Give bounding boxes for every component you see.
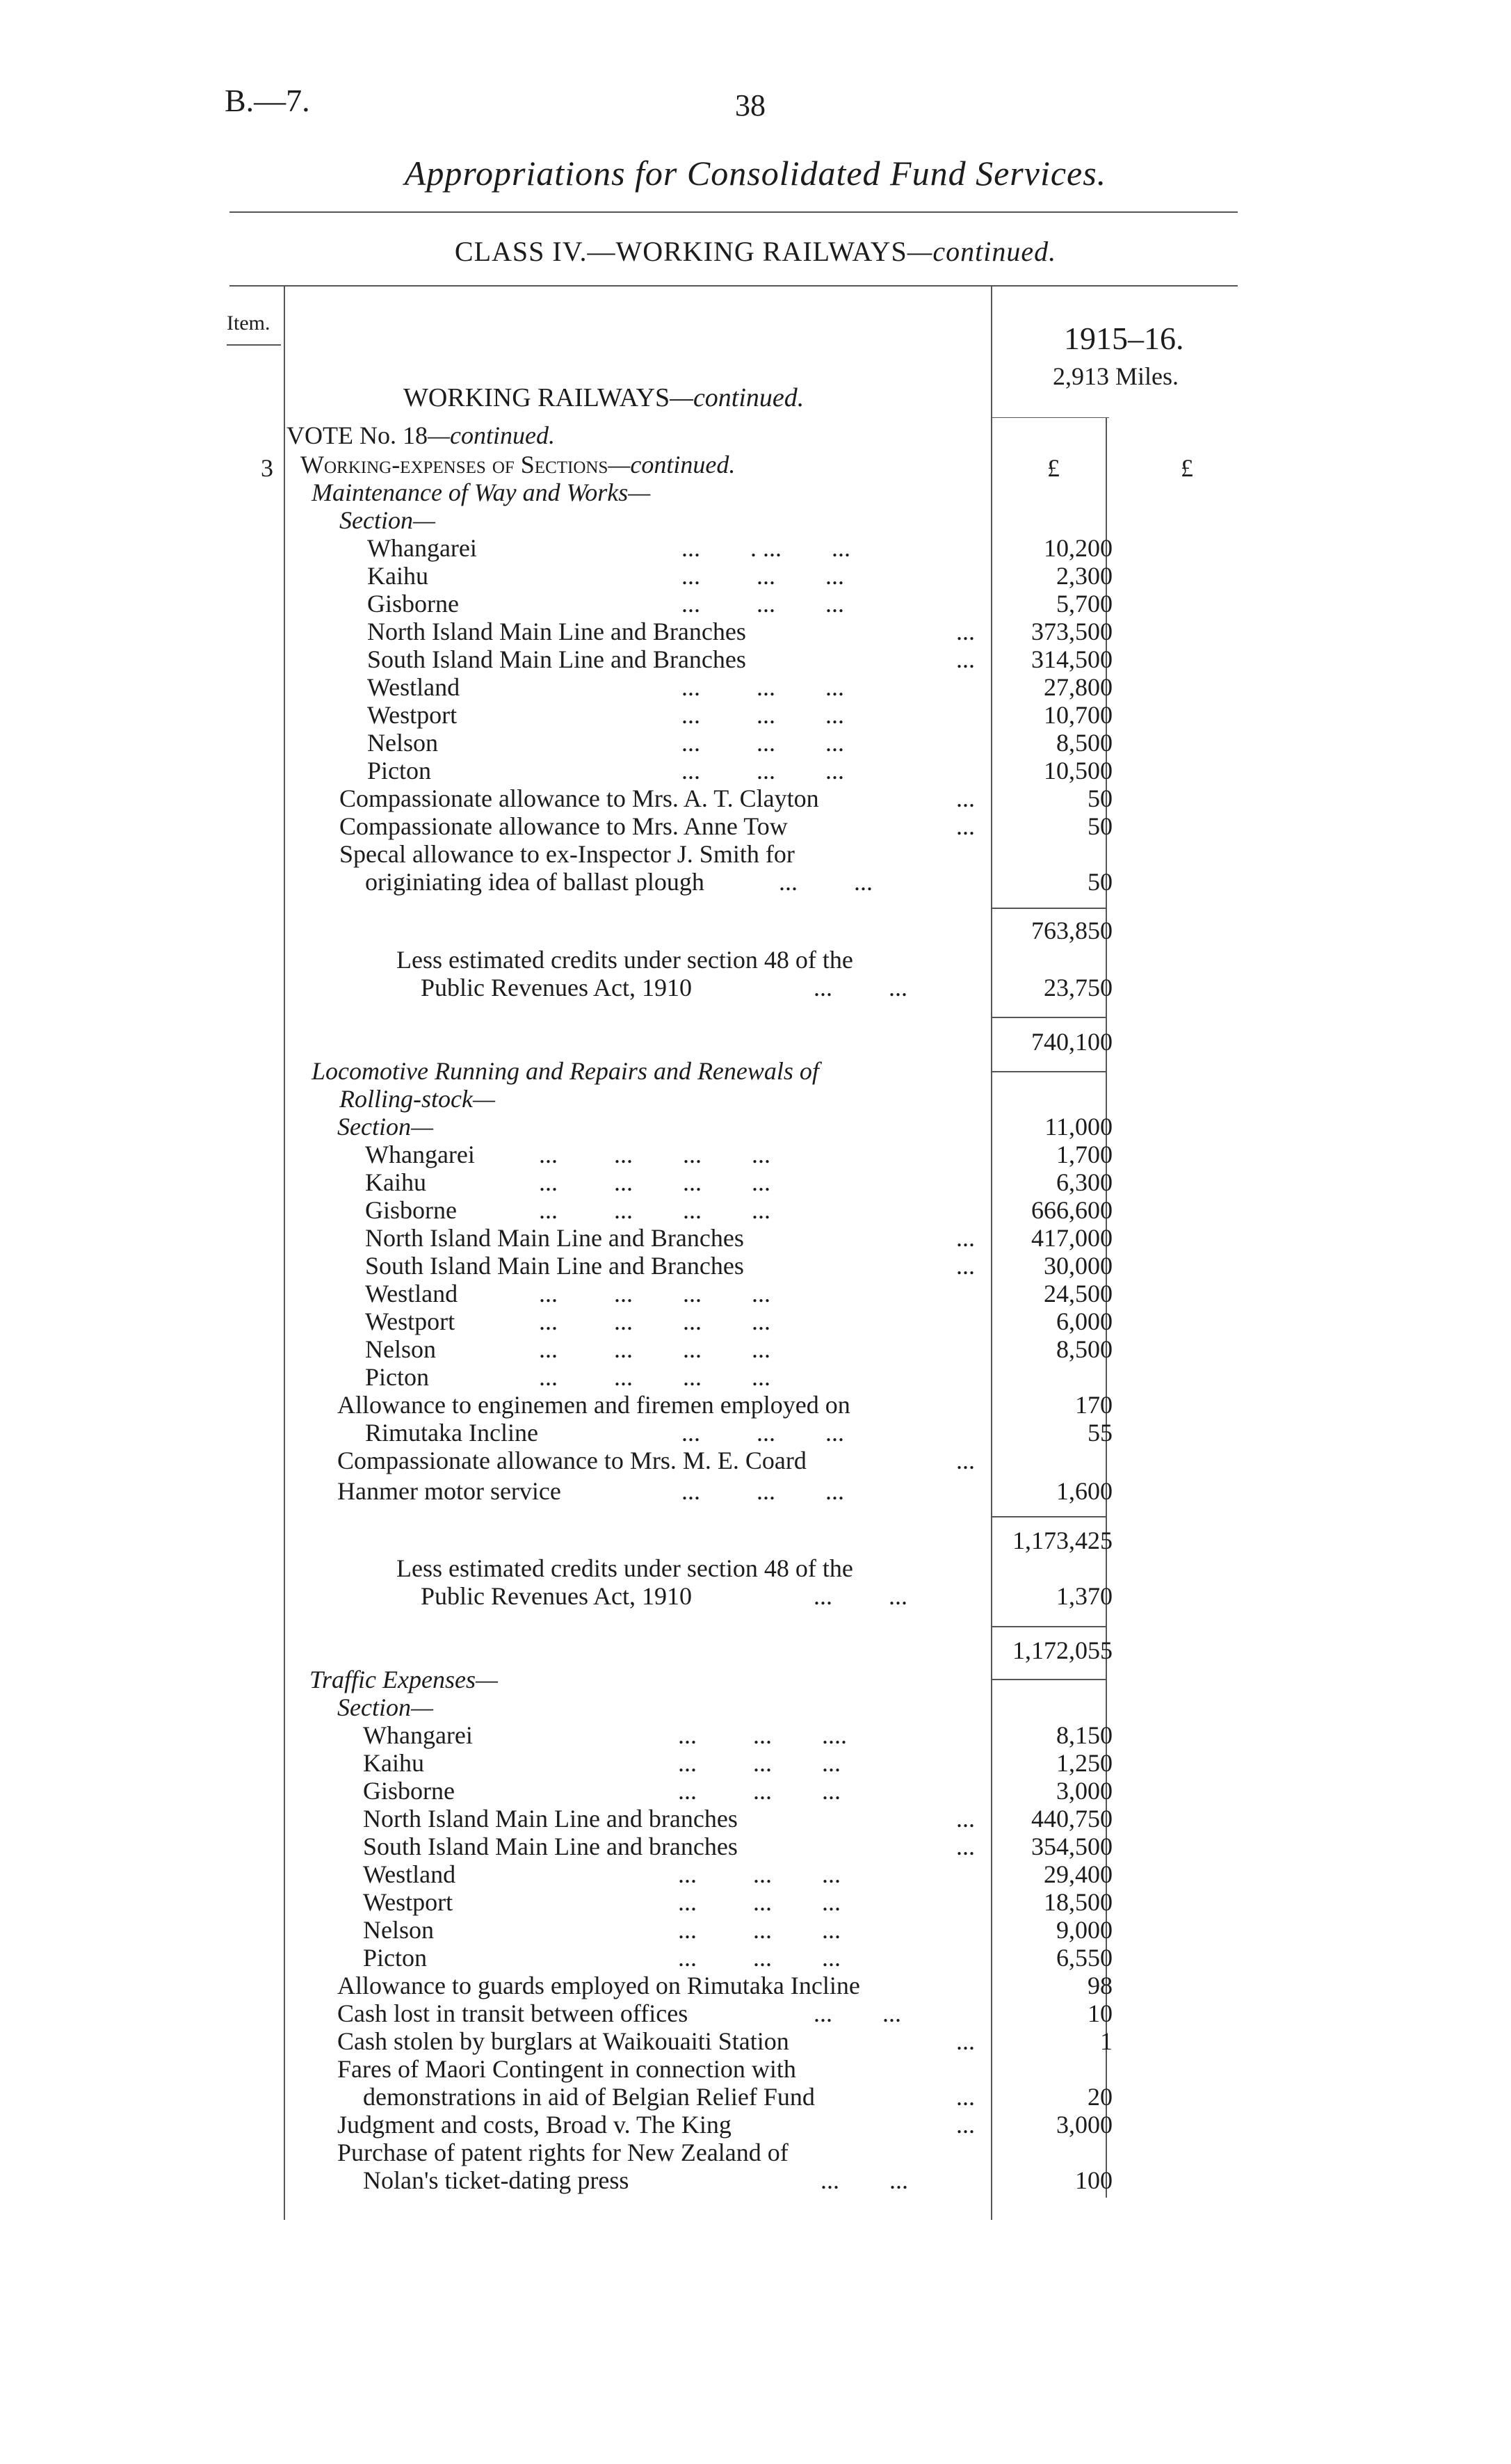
total-rule	[991, 1626, 1106, 1627]
maintenance-heading: Maintenance of Way and Works—	[312, 478, 651, 506]
table-row-amount: 27,800	[1044, 673, 1113, 701]
table-row-label: Kaihu	[363, 1749, 424, 1777]
table-row-label: Kaihu	[367, 562, 428, 590]
table-row-amount: 20	[1088, 2083, 1113, 2111]
table-top-rule	[229, 285, 1238, 287]
table-row-label: Purchase of patent rights for New Zealand of	[337, 2139, 789, 2166]
locomotive-heading: Locomotive Running and Repairs and Renewals of	[312, 1057, 819, 1085]
table-row-label: Gisborne	[363, 1777, 455, 1805]
dot-leaders: ... ... ... ...	[539, 1141, 770, 1168]
locomotive-heading: Rolling-stock—	[339, 1085, 495, 1113]
dot-leaders: ...	[956, 784, 975, 812]
table-row-amount: 2,300	[1056, 562, 1113, 590]
table-row-label: Nelson	[365, 1335, 436, 1363]
page-number: 38	[735, 88, 766, 122]
table-row-amount: 50	[1088, 868, 1113, 896]
dot-leaders: ... ... ...	[678, 1944, 841, 1972]
year-header: 1915–16.	[1064, 321, 1184, 356]
dot-leaders: ...	[956, 1447, 975, 1474]
table-row-amount: 55	[1088, 1419, 1113, 1447]
table-row-label: South Island Main Line and Branches	[365, 1252, 744, 1280]
miles-header: 2,913 Miles.	[1053, 362, 1179, 390]
dot-leaders: ... ... ... ...	[539, 1307, 770, 1335]
dot-leaders: ... ... ...	[678, 1888, 841, 1916]
dot-leaders: ... ... ...	[678, 1777, 841, 1805]
dot-leaders: ... ... ...	[681, 590, 844, 618]
dot-leaders: ... ... ...	[681, 757, 844, 784]
dot-leaders: ...	[956, 2083, 975, 2111]
less-credits-line: Less estimated credits under section 48 of the	[396, 1554, 853, 1582]
table-row-amount: 29,400	[1044, 1860, 1113, 1888]
dot-leaders: ... ... ...	[678, 1916, 841, 1944]
subtotal-rule	[991, 908, 1106, 909]
dot-leaders: ... ... ...	[681, 673, 844, 701]
dot-leaders: ... ...	[814, 974, 907, 1001]
table-row-amount: 30,000	[1044, 1252, 1113, 1280]
table-row-amount: 3,000	[1056, 1777, 1113, 1805]
table-row-label: Rimutaka Incline	[365, 1419, 538, 1447]
table-row-amount: 1,700	[1056, 1141, 1113, 1168]
less-credits-line: Public Revenues Act, 1910	[421, 1582, 692, 1610]
table-row-label: Westland	[363, 1860, 456, 1888]
table-row-amount: 100	[1075, 2166, 1113, 2194]
table-row-amount: 6,550	[1056, 1944, 1113, 1972]
subtotal-rule	[991, 1516, 1106, 1517]
table-row-amount: 1	[1100, 2027, 1113, 2055]
dot-leaders: ... ... ...	[678, 1860, 841, 1888]
table-row-amount: 8,150	[1056, 1721, 1113, 1749]
title-rule	[229, 211, 1238, 213]
table-row-label: Nelson	[363, 1916, 434, 1944]
section-title: WORKING RAILWAYS—continued.	[403, 383, 805, 412]
table-row-label: Westport	[363, 1888, 453, 1916]
section-label: Section—	[337, 1113, 433, 1141]
table-row-amount: 24,500	[1044, 1280, 1113, 1307]
locomotive-subtotal: 1,173,425	[1012, 1527, 1113, 1554]
table-row-amount: 373,500	[1031, 618, 1113, 645]
table-row-amount: 8,500	[1056, 1335, 1113, 1363]
vote-label: VOTE No. 18—continued.	[286, 421, 555, 449]
dot-leaders: ... ... ... ...	[539, 1196, 770, 1224]
total-rule	[991, 1071, 1106, 1072]
dot-leaders: ... ... ...	[681, 562, 844, 590]
dot-leaders: ... ... ...	[681, 1419, 844, 1447]
dot-leaders: ...	[956, 1224, 975, 1252]
table-row-label: North Island Main Line and Branches	[365, 1224, 744, 1252]
table-row-label: Westland	[365, 1280, 458, 1307]
table-row-label: Fares of Maori Contingent in connection with	[337, 2055, 796, 2083]
table-row-amount: 3,000	[1056, 2111, 1113, 2139]
table-row-amount: 354,500	[1031, 1833, 1113, 1860]
dot-leaders: ... ... ...	[681, 701, 844, 729]
table-row-amount: 417,000	[1031, 1224, 1113, 1252]
amount-head-rule	[991, 417, 1109, 418]
dot-leaders: ... ...	[814, 1999, 901, 2027]
table-row-label: North Island Main Line and Branches	[367, 618, 746, 645]
table-row-label: Whangarei	[367, 534, 477, 562]
table-row-amount: 10,500	[1044, 757, 1113, 784]
item-column-header: Item.	[227, 312, 270, 335]
dot-leaders: ... ... ....	[678, 1721, 847, 1749]
dot-leaders: ... ...	[814, 1582, 907, 1610]
table-row-label: Nolan's ticket-dating press	[363, 2166, 629, 2194]
table-row-label: Westport	[365, 1307, 455, 1335]
total-rule	[991, 1017, 1106, 1018]
dot-leaders: ... ... ...	[678, 1749, 841, 1777]
table-row-label: demonstrations in aid of Belgian Relief Fund	[363, 2083, 815, 2111]
table-row-label: Nelson	[367, 729, 438, 757]
description-left-rule	[284, 287, 285, 2220]
table-row-label: Whangarei	[363, 1721, 473, 1749]
table-row-amount: 11,000	[1044, 1113, 1113, 1141]
table-row-label: Cash stolen by burglars at Waikouaiti Station	[337, 2027, 789, 2055]
table-row-label: Hanmer motor service	[337, 1477, 561, 1505]
table-row-label: Gisborne	[365, 1196, 457, 1224]
table-row-amount: 5,700	[1056, 590, 1113, 618]
table-row-amount: 440,750	[1031, 1805, 1113, 1833]
total-rule	[991, 1679, 1106, 1680]
table-row-amount: 1,250	[1056, 1749, 1113, 1777]
table-row-label: Picton	[363, 1944, 428, 1972]
dot-leaders: ...	[956, 1833, 975, 1860]
table-row-label: Whangarei	[365, 1141, 475, 1168]
less-credits-amount: 23,750	[1044, 974, 1113, 1001]
dot-leaders: ... ...	[779, 868, 873, 896]
less-credits-amount: 1,370	[1056, 1582, 1113, 1610]
dot-leaders: ... ... ... ...	[539, 1168, 770, 1196]
table-row-label: Picton	[367, 757, 432, 784]
less-credits-line: Less estimated credits under section 48 of the	[396, 946, 853, 974]
table-row-amount: 9,000	[1056, 1916, 1113, 1944]
class-heading: CLASS IV.—WORKING RAILWAYS—continued.	[454, 236, 1057, 267]
table-row-amount: 1,600	[1056, 1477, 1113, 1505]
table-row-label: Gisborne	[367, 590, 459, 618]
table-row-amount: 666,600	[1031, 1196, 1113, 1224]
table-row-label: Judgment and costs, Broad v. The King	[337, 2111, 732, 2139]
table-row-label: Cash lost in transit between offices	[337, 1999, 688, 2027]
table-row-amount: 10,200	[1044, 534, 1113, 562]
dot-leaders: ... ... ...	[681, 729, 844, 757]
table-row-label: Allowance to enginemen and firemen employed on	[337, 1391, 850, 1419]
section-label: Section—	[337, 1693, 433, 1721]
table-row-label: Compassionate allowance to Mrs. Anne Tow	[339, 812, 788, 840]
table-row-amount: 10	[1088, 1999, 1113, 2027]
dot-leaders: ...	[956, 2111, 975, 2139]
dot-leaders: ...	[956, 618, 975, 645]
dot-leaders: ... ... ... ...	[539, 1280, 770, 1307]
item-header-rule	[227, 344, 281, 346]
table-row-amount: 50	[1088, 812, 1113, 840]
table-row-label: Allowance to guards employed on Rimutaka Incline	[337, 1972, 860, 1999]
dot-leaders: ...	[956, 2027, 975, 2055]
maintenance-subtotal: 763,850	[1031, 917, 1113, 944]
table-row-label: Picton	[365, 1363, 430, 1391]
table-row-label: South Island Main Line and branches	[363, 1833, 738, 1860]
dot-leaders: ... ... ... ...	[539, 1363, 770, 1391]
dot-leaders: ... ... ...	[681, 1477, 844, 1505]
table-row-label: Westland	[367, 673, 460, 701]
dot-leaders: ...	[956, 812, 975, 840]
item-number: 3	[261, 454, 273, 482]
table-row-label: Specal allowance to ex-Inspector J. Smith for	[339, 840, 795, 868]
table-row-amount: 8,500	[1056, 729, 1113, 757]
table-row-amount: 98	[1088, 1972, 1113, 1999]
dot-leaders: ... . ... ...	[681, 534, 850, 562]
table-row-amount: 50	[1088, 784, 1113, 812]
table-row-label: Kaihu	[365, 1168, 426, 1196]
section-label: Section—	[339, 506, 435, 534]
table-row-label: North Island Main Line and branches	[363, 1805, 738, 1833]
dot-leaders: ... ... ... ...	[539, 1335, 770, 1363]
currency-symbol: £	[1047, 454, 1060, 482]
table-row-amount: 6,000	[1056, 1307, 1113, 1335]
table-row-label: Compassionate allowance to Mrs. A. T. Clayton	[339, 784, 819, 812]
traffic-heading: Traffic Expenses—	[309, 1666, 498, 1693]
dot-leaders: ...	[956, 1805, 975, 1833]
locomotive-total: 1,172,055	[1012, 1636, 1113, 1664]
table-row-amount: 10,700	[1044, 701, 1113, 729]
less-credits-line: Public Revenues Act, 1910	[421, 974, 692, 1001]
document-reference: B.—7.	[225, 83, 310, 118]
currency-symbol: £	[1181, 454, 1193, 482]
dot-leaders: ... ...	[821, 2166, 908, 2194]
dot-leaders: ...	[956, 1252, 975, 1280]
vote-subhead: Working-expenses of Sections—continued.	[300, 451, 736, 478]
table-row-amount: 314,500	[1031, 645, 1113, 673]
page-title: Appropriations for Consolidated Fund Services.	[404, 154, 1107, 193]
table-row-label: Westport	[367, 701, 458, 729]
maintenance-total: 740,100	[1031, 1028, 1113, 1056]
table-row-label: South Island Main Line and Branches	[367, 645, 746, 673]
table-row-label: originiating idea of ballast plough	[365, 868, 704, 896]
table-row-label: Compassionate allowance to Mrs. M. E. Coard	[337, 1447, 807, 1474]
table-row-amount: 6,300	[1056, 1168, 1113, 1196]
table-row-amount: 18,500	[1044, 1888, 1113, 1916]
table-row-amount: 170	[1075, 1391, 1113, 1419]
dot-leaders: ...	[956, 645, 975, 673]
